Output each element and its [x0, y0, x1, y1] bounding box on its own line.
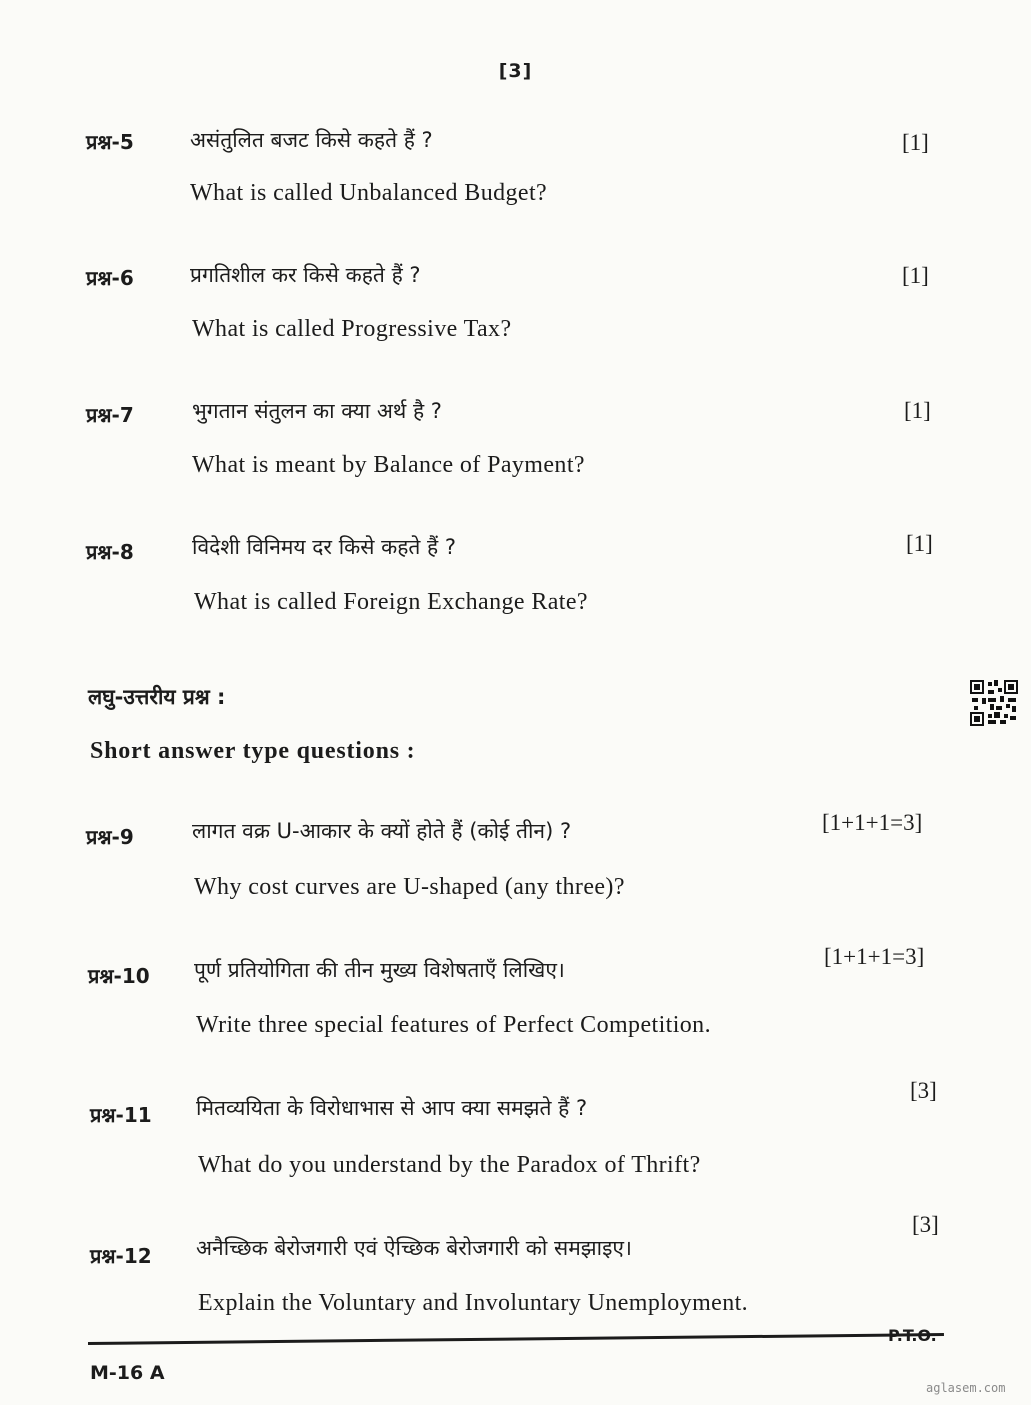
pto-label: P.T.O.	[888, 1326, 937, 1345]
question-english-text: Why cost curves are U-shaped (any three)?	[194, 874, 625, 900]
question-marks: [1+1+1=3]	[824, 944, 925, 969]
question-label: प्रश्न-10	[88, 964, 150, 988]
question-hindi-text: भुगतान संतुलन का क्या अर्थ है ?	[192, 399, 442, 423]
question-label: प्रश्न-6	[86, 266, 134, 290]
page-number: [3]	[498, 60, 533, 82]
section-heading-english: Short answer type questions :	[90, 738, 416, 764]
footer-divider	[88, 1333, 944, 1345]
watermark: aglasem.com	[926, 1381, 1006, 1395]
question-label: प्रश्न-12	[90, 1244, 152, 1268]
question-marks: [3]	[912, 1212, 939, 1237]
question-hindi-text: मितव्ययिता के विरोधाभास से आप क्या समझते हैं ?	[196, 1096, 588, 1120]
question-marks: [1]	[902, 263, 929, 288]
question-marks: [1+1+1=3]	[822, 810, 923, 835]
question-english-text: What is meant by Balance of Payment?	[192, 452, 585, 478]
question-english-text: What is called Progressive Tax?	[192, 316, 512, 342]
paper-code: M-16 A	[90, 1362, 165, 1384]
question-marks: [1]	[904, 398, 931, 423]
question-hindi-text: लागत वक्र U-आकार के क्यों होते हैं (कोई तीन) ?	[192, 819, 572, 843]
question-label: प्रश्न-7	[86, 403, 134, 427]
question-hindi-text: प्रगतिशील कर किसे कहते हैं ?	[190, 263, 421, 287]
question-label: प्रश्न-9	[86, 825, 134, 849]
question-label: प्रश्न-8	[86, 540, 134, 564]
question-english-text: What is called Foreign Exchange Rate?	[194, 589, 588, 615]
question-marks: [3]	[910, 1078, 937, 1103]
question-english-text: What is called Unbalanced Budget?	[190, 180, 548, 206]
question-label: प्रश्न-11	[90, 1103, 152, 1127]
section-heading-hindi: लघु-उत्तरीय प्रश्न :	[88, 685, 226, 709]
question-hindi-text: विदेशी विनिमय दर किसे कहते हैं ?	[192, 535, 457, 559]
qr-code-icon	[970, 680, 1018, 726]
question-hindi-text: पूर्ण प्रतियोगिता की तीन मुख्य विशेषताएँ लिखिए।	[194, 958, 565, 982]
question-english-text: Write three special features of Perfect Competition.	[196, 1012, 711, 1038]
question-marks: [1]	[906, 531, 933, 556]
question-label: प्रश्न-5	[86, 130, 134, 154]
question-hindi-text: अनैच्छिक बेरोजगारी एवं ऐच्छिक बेरोजगारी को समझाइए।	[196, 1236, 632, 1260]
question-english-text: What do you understand by the Paradox of Thrift?	[198, 1152, 701, 1178]
question-english-text: Explain the Voluntary and Involuntary Unemployment.	[198, 1290, 749, 1316]
question-marks: [1]	[902, 130, 929, 155]
question-hindi-text: असंतुलित बजट किसे कहते हैं ?	[190, 128, 433, 152]
